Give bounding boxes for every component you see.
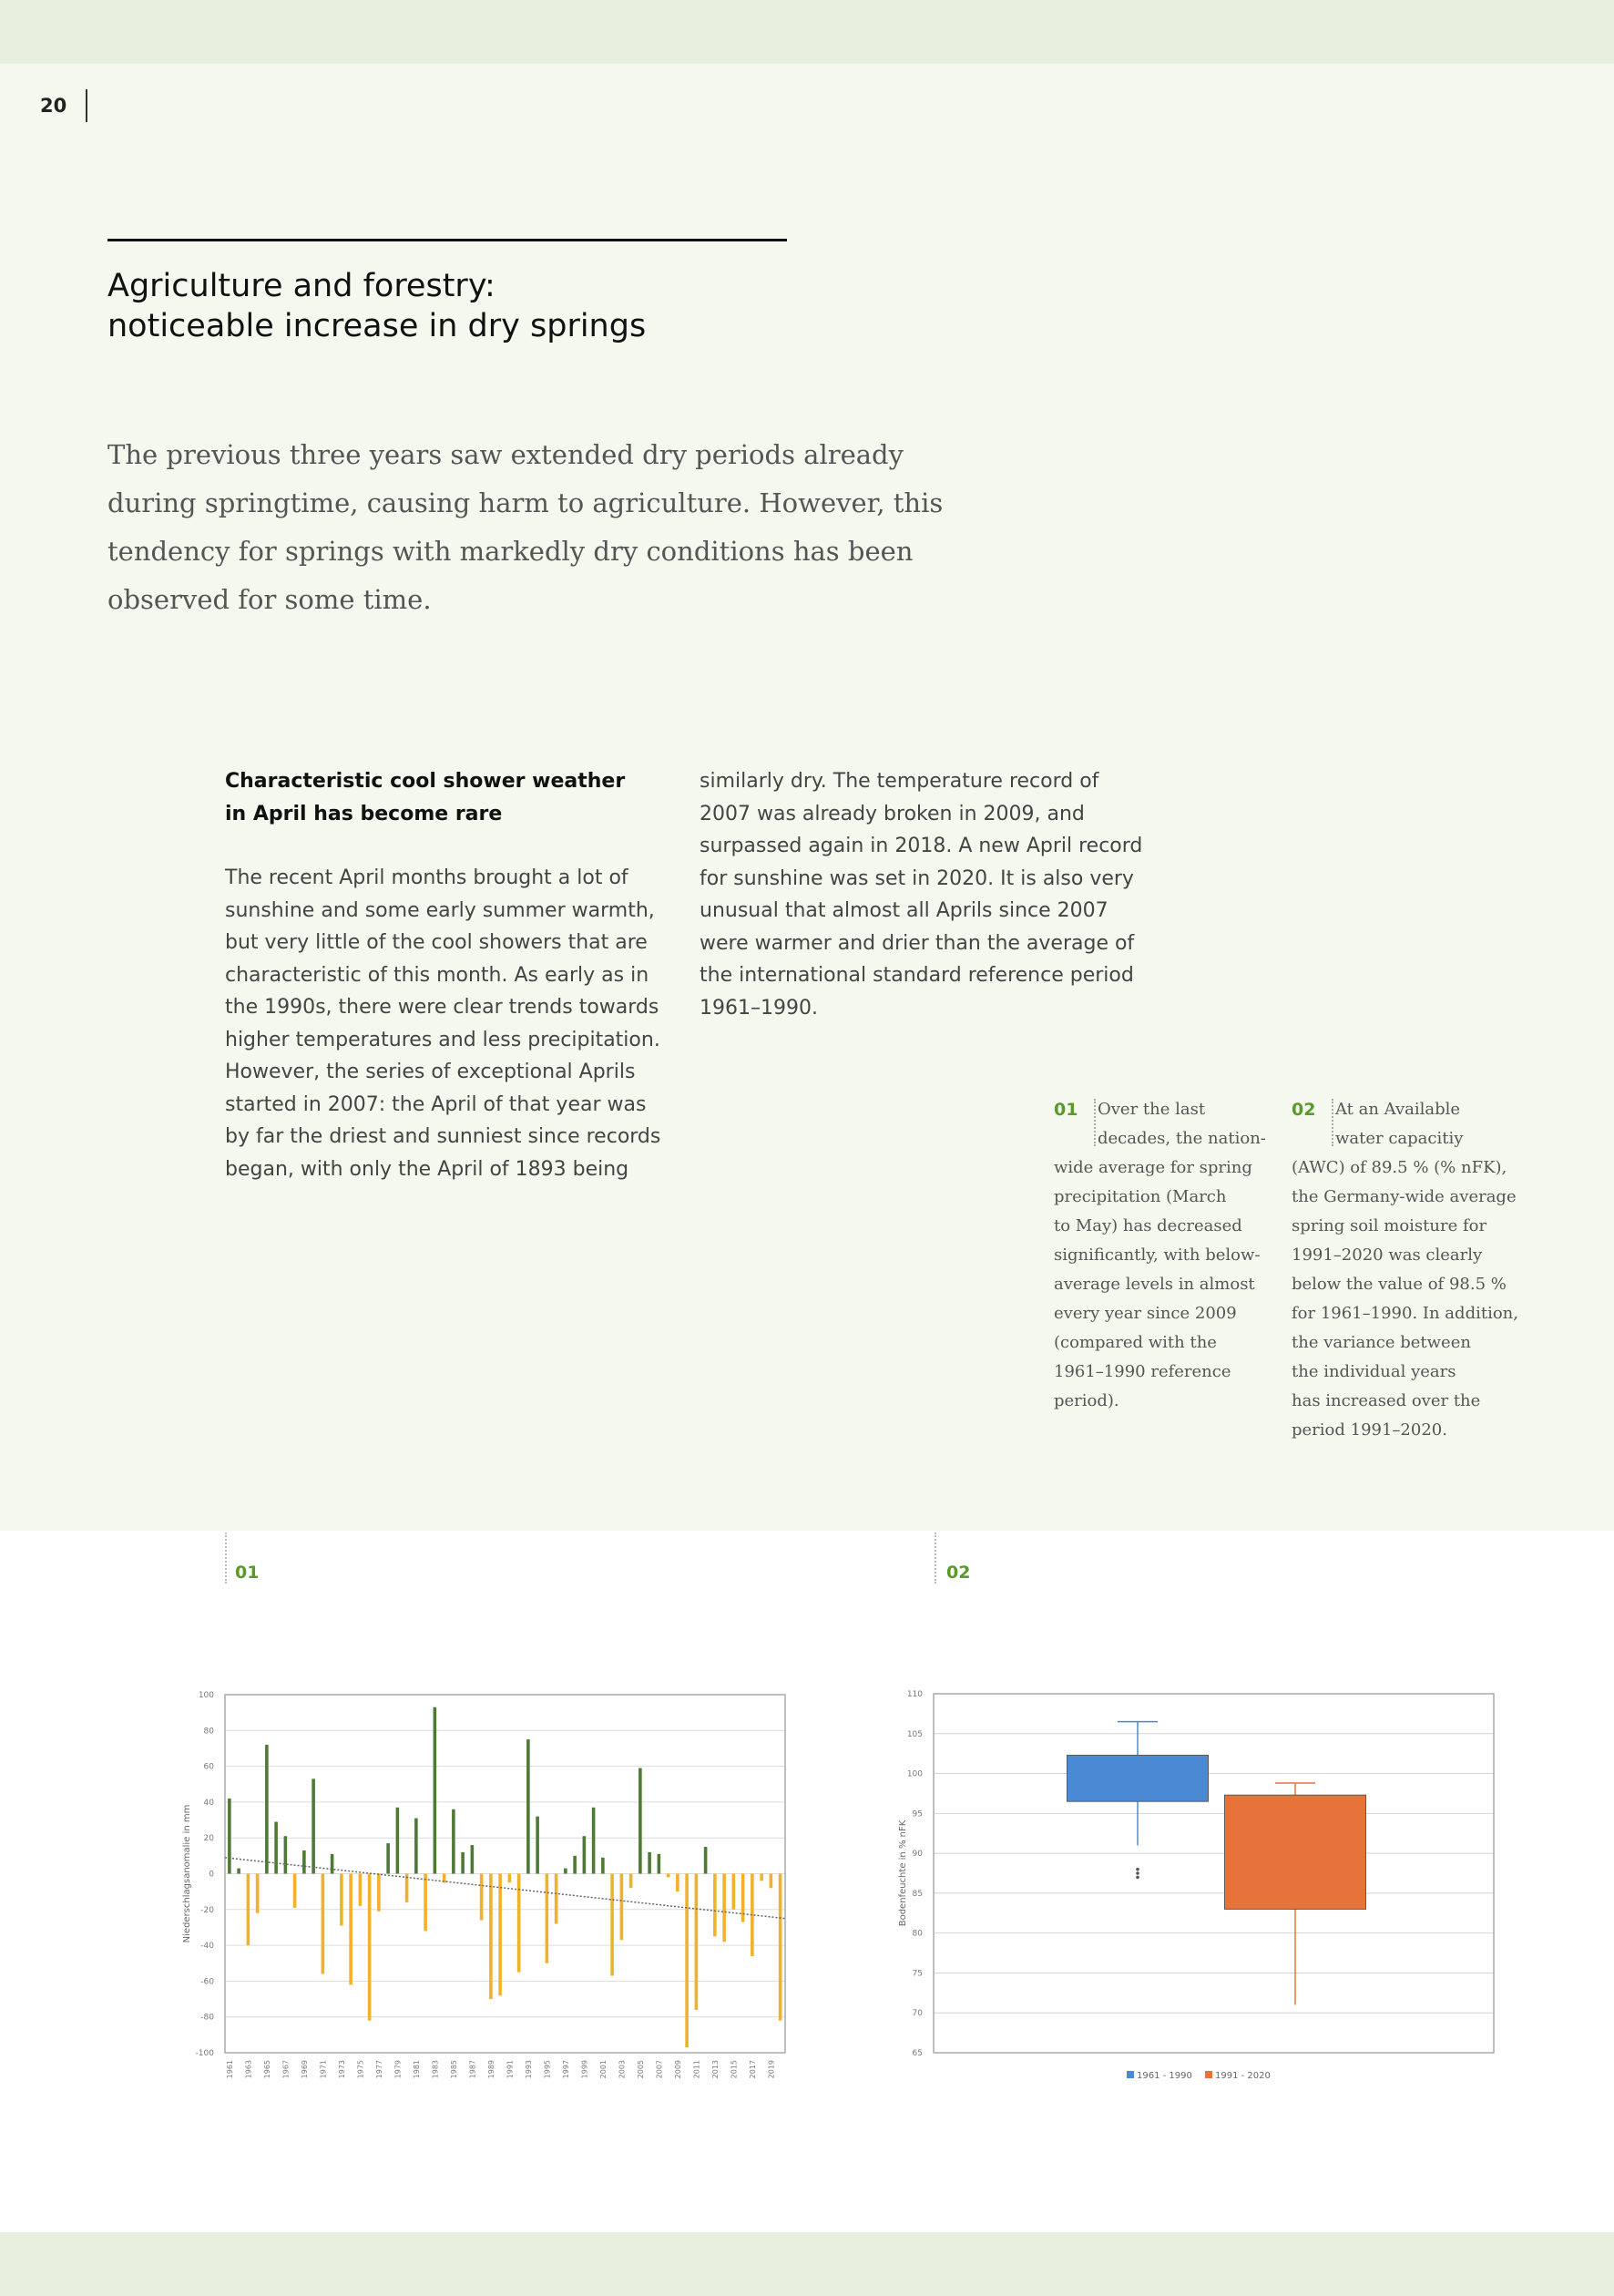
y-tick-label: 70 (912, 2009, 923, 2019)
article-title (107, 266, 646, 346)
x-tick-label: 1977 (375, 2060, 384, 2079)
y-tick-label: 95 (912, 1809, 923, 1819)
soil-moisture-boxplot (888, 1676, 1507, 2091)
x-tick-label: 2001 (599, 2060, 608, 2079)
y-tick-label: 65 (912, 2049, 923, 2058)
body-line: the international standard reference period (700, 964, 1134, 987)
bar (284, 1836, 288, 1873)
bar (536, 1817, 539, 1874)
y-tick-label: -100 (195, 2049, 214, 2058)
caption-line: to May) has decreased (1054, 1216, 1242, 1235)
figure-01-rule (225, 1532, 227, 1584)
y-tick-label: 40 (203, 1798, 214, 1808)
section-heading: Characteristic cool shower weather (225, 770, 626, 793)
chart-background (173, 1676, 802, 2091)
x-tick-label: 1971 (319, 2060, 328, 2079)
figure-caption-02 (1292, 1095, 1528, 1445)
figure-caption-01 (1054, 1095, 1272, 1416)
body-column-2 (700, 765, 1146, 1024)
y-tick-label: 80 (912, 1929, 923, 1939)
bar (274, 1822, 278, 1874)
x-tick-label: 1999 (580, 2060, 589, 2079)
caption-line: significantly, with below- (1054, 1245, 1261, 1265)
x-tick-label: 1991 (506, 2060, 515, 2079)
bar (638, 1768, 642, 1874)
bar (620, 1874, 624, 1941)
y-tick-label: 110 (906, 1690, 923, 1699)
outlier-point (1136, 1876, 1139, 1880)
caption-line: below the value of 98.5 % (1292, 1275, 1507, 1294)
x-tick-label: 1981 (413, 2060, 422, 2079)
page-number: 20 (40, 95, 67, 117)
bar (685, 1874, 689, 2048)
bar (629, 1874, 633, 1889)
bar (713, 1874, 717, 1937)
y-tick-label: 60 (203, 1762, 214, 1772)
body-column-1 (225, 765, 671, 1185)
bar (340, 1874, 343, 1926)
y-axis-label: Bodenfeuchte in % nFK (898, 1819, 908, 1927)
bar (480, 1874, 484, 1921)
body-line: sunshine and some early summer warmth, (225, 898, 655, 922)
caption-line: Over the last (1098, 1100, 1206, 1119)
outlier-point (1136, 1868, 1139, 1871)
bar (704, 1847, 708, 1873)
y-axis-label: Niederschlagsanomalie in mm (182, 1804, 192, 1943)
outlier-point (1136, 1871, 1139, 1875)
lead-line: during springtime, causing harm to agriculture. However, this (107, 487, 944, 518)
bar (741, 1874, 745, 1922)
caption-line: period). (1054, 1391, 1119, 1410)
y-tick-label: 100 (906, 1769, 923, 1779)
box (1225, 1795, 1366, 1909)
body-line: but very little of the cool showers that are (225, 931, 648, 954)
figure-02-rule (935, 1532, 936, 1584)
x-tick-label: 1961 (226, 2060, 235, 2079)
bar (517, 1874, 521, 1973)
x-tick-label: 1997 (562, 2060, 571, 2079)
bar (396, 1808, 400, 1874)
y-tick-label: -20 (200, 1905, 214, 1915)
body-line: by far the driest and sunniest since records (225, 1125, 661, 1148)
bar (648, 1852, 651, 1874)
bar (377, 1874, 381, 1912)
bar (498, 1874, 502, 1996)
y-tick-label: 90 (912, 1850, 923, 1860)
body-line: similarly dry. The temperature record of (700, 770, 1099, 793)
bar (779, 1874, 782, 2021)
bar (555, 1874, 558, 1924)
bar (386, 1843, 390, 1873)
bar (546, 1874, 549, 1963)
x-tick-label: 1973 (338, 2060, 347, 2079)
bar (573, 1856, 577, 1874)
caption-number: 02 (1292, 1100, 1316, 1120)
x-tick-label: 1963 (244, 2060, 253, 2079)
caption-line: has increased over the (1292, 1391, 1481, 1410)
x-tick-label: 2013 (711, 2060, 720, 2079)
page-number-rule (86, 89, 87, 122)
body-line: The recent April months brought a lot of (225, 866, 628, 889)
x-tick-label: 1985 (450, 2060, 459, 2079)
x-tick-label: 1975 (356, 2060, 365, 2079)
section-heading: in April has become rare (225, 802, 503, 825)
bar (760, 1874, 763, 1881)
lead-paragraph (107, 431, 944, 624)
caption-line: every year since 2009 (1054, 1304, 1237, 1323)
caption-line: (compared with the (1054, 1333, 1217, 1352)
bar (601, 1858, 605, 1874)
legend-label: 1961 - 1990 (1137, 2071, 1192, 2081)
body-line: began, with only the April of 1893 being (225, 1157, 629, 1181)
y-tick-label: 75 (912, 1969, 923, 1979)
y-tick-label: 0 (209, 1870, 214, 1880)
x-tick-label: 1969 (301, 2060, 310, 2079)
caption-line: 1961–1990 reference (1054, 1362, 1231, 1381)
bar (722, 1874, 726, 1942)
figure-label-02: 02 (946, 1563, 971, 1583)
caption-line: 1991–2020 was clearly (1292, 1245, 1483, 1265)
article-title-line: noticeable increase in dry springs (107, 308, 647, 344)
bar (237, 1869, 240, 1874)
lead-line: observed for some time. (107, 584, 432, 615)
bar (368, 1874, 372, 2021)
bar (322, 1874, 325, 1974)
body-line: for sunshine was set in 2020. It is also very (700, 866, 1134, 890)
caption-line: period 1991–2020. (1292, 1420, 1447, 1440)
chart-background (888, 1676, 1507, 2091)
bar (461, 1852, 465, 1874)
bottom-band (0, 2232, 1614, 2296)
x-tick-label: 1995 (543, 2060, 552, 2079)
caption-line: the Germany-wide average (1292, 1187, 1517, 1206)
caption-line: for 1961–1990. In addition, (1292, 1304, 1518, 1323)
figure-label-01: 01 (235, 1563, 260, 1583)
bar (592, 1808, 596, 1874)
bar (359, 1874, 363, 1906)
x-tick-label: 1979 (393, 2060, 403, 2079)
x-tick-label: 1983 (431, 2060, 440, 2079)
bar (265, 1745, 269, 1873)
bar (228, 1799, 231, 1874)
box (1067, 1755, 1209, 1801)
bar (583, 1836, 587, 1873)
x-tick-label: 1993 (525, 2060, 534, 2079)
bar (302, 1850, 306, 1874)
bar (247, 1874, 250, 1946)
x-tick-label: 2009 (674, 2060, 683, 2079)
bar (610, 1874, 614, 1976)
bar (564, 1869, 567, 1874)
caption-number-rule (1094, 1099, 1096, 1146)
caption-line: water capacitiy (1335, 1129, 1464, 1148)
bar (452, 1809, 455, 1874)
bar (471, 1845, 475, 1873)
bar (424, 1874, 427, 1932)
x-tick-label: 2007 (655, 2060, 664, 2079)
lead-line: tendency for springs with markedly dry conditions has been (107, 536, 914, 567)
body-line: were warmer and drier than the average of (700, 931, 1135, 955)
bar (489, 1874, 493, 2000)
caption-number-rule (1332, 1099, 1333, 1146)
x-tick-label: 2005 (637, 2060, 646, 2079)
y-tick-label: 100 (198, 1691, 214, 1700)
body-line: unusual that almost all Aprils since 2007 (700, 899, 1108, 922)
bar (770, 1874, 773, 1889)
bar (434, 1707, 437, 1874)
bar (526, 1739, 530, 1873)
bar (312, 1778, 315, 1873)
caption-line: the individual years (1292, 1362, 1456, 1381)
y-tick-label: -80 (200, 2013, 214, 2023)
caption-line: decades, the nation- (1098, 1129, 1266, 1148)
bar (414, 1819, 418, 1874)
x-tick-label: 1965 (263, 2060, 272, 2079)
article-title-line: Agriculture and forestry: (107, 268, 495, 304)
bar (676, 1874, 679, 1892)
bar (658, 1854, 661, 1874)
y-tick-label: 20 (203, 1834, 214, 1844)
x-tick-label: 2017 (749, 2060, 758, 2079)
body-line: 1961–1990. (700, 996, 818, 1020)
lead-line: The previous three years saw extended dry periods already (107, 439, 904, 470)
bar (256, 1874, 260, 1913)
precipitation-anomaly-chart (173, 1676, 802, 2091)
bar (695, 1874, 699, 2010)
bar (508, 1874, 512, 1883)
caption-line: (AWC) of 89.5 % (% nFK), (1292, 1158, 1507, 1177)
x-tick-label: 2019 (767, 2060, 776, 2079)
top-band (0, 0, 1614, 64)
y-tick-label: -60 (200, 1977, 214, 1987)
x-tick-label: 2011 (692, 2060, 701, 2079)
y-tick-label: 80 (203, 1727, 214, 1737)
caption-line: spring soil moisture for (1292, 1216, 1487, 1235)
bar (293, 1874, 297, 1908)
x-tick-label: 1987 (468, 2060, 477, 2079)
y-tick-label: -40 (200, 1942, 214, 1952)
body-line: started in 2007: the April of that year was (225, 1092, 647, 1116)
caption-line: precipitation (March (1054, 1187, 1227, 1206)
legend-swatch (1127, 2071, 1134, 2078)
title-rule (107, 239, 787, 241)
x-tick-label: 2003 (618, 2060, 627, 2079)
caption-line: average levels in almost (1054, 1275, 1255, 1294)
bar (732, 1874, 736, 1910)
y-tick-label: 85 (912, 1889, 923, 1899)
legend-swatch (1205, 2071, 1212, 2078)
body-line: surpassed again in 2018. A new April record (700, 835, 1143, 857)
body-line: characteristic of this month. As early as in (225, 963, 649, 987)
bar (331, 1854, 334, 1874)
body-line: higher temperatures and less precipitation. (225, 1028, 660, 1051)
x-tick-label: 2015 (730, 2060, 739, 2079)
caption-number: 01 (1054, 1100, 1078, 1120)
y-tick-label: 105 (906, 1729, 923, 1739)
x-tick-label: 1967 (281, 2060, 291, 2079)
body-line: 2007 was already broken in 2009, and (700, 802, 1085, 825)
bar (349, 1874, 352, 1985)
bar (667, 1874, 670, 1878)
caption-line: At an Available (1335, 1100, 1461, 1119)
caption-line: wide average for spring (1054, 1158, 1252, 1177)
body-line: the 1990s, there were clear trends towards (225, 996, 659, 1019)
legend-label: 1991 - 2020 (1215, 2071, 1271, 2081)
x-tick-label: 1989 (487, 2060, 496, 2079)
caption-line: the variance between (1292, 1333, 1471, 1352)
body-line: However, the series of exceptional Aprils (225, 1061, 636, 1083)
